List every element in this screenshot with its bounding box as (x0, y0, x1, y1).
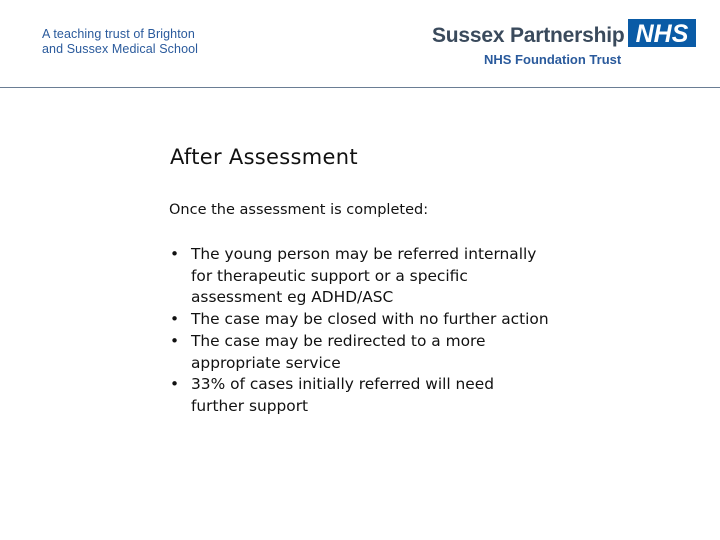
bullet-marker: • (170, 375, 180, 394)
bullet-text: The case may be redirected to a more appropriate service (191, 331, 486, 372)
header-divider (0, 87, 720, 88)
bullet-text: The case may be closed with no further action (191, 310, 549, 329)
trust-line-2: and Sussex Medical School (42, 42, 199, 56)
bullet-text: The young person may be referred internally for therapeutic support or a specific assessment eg ADHD/ASC (191, 245, 537, 307)
org-name: Sussex Partnership (432, 24, 625, 47)
bullet-item (169, 331, 549, 374)
bullet-item (169, 374, 549, 417)
bullet-marker: • (170, 331, 180, 350)
bullet-text: 33% of cases initially referred will need further support (191, 375, 495, 415)
nhs-logo-text: NHS (635, 20, 689, 47)
slide-title: After Assessment (170, 145, 358, 169)
bullet-list (169, 244, 549, 418)
bullet-item (169, 244, 549, 309)
trust-line-1: A teaching trust of Brighton (42, 27, 195, 41)
nhs-logo (628, 19, 696, 47)
bullet-item (169, 309, 549, 331)
org-subtitle: NHS Foundation Trust (484, 52, 622, 67)
bullet-marker: • (170, 245, 180, 263)
bullet-marker: • (170, 310, 180, 329)
slide-intro: Once the assessment is completed: (169, 202, 429, 218)
